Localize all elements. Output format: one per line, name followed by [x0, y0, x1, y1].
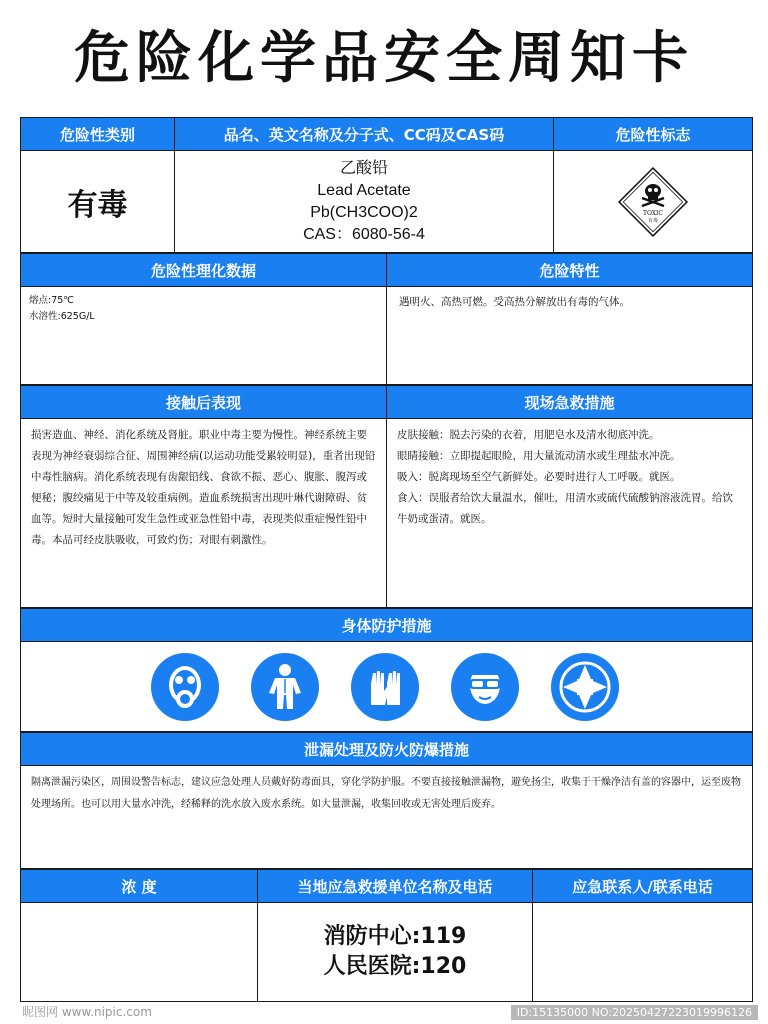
- physchem-solubility: 水溶性:625G/L: [29, 311, 95, 322]
- protection-header: 身体防护措施: [20, 608, 753, 642]
- concentration-cell: [20, 902, 258, 1002]
- protective-suit-icon: [251, 653, 319, 721]
- toxic-skull-icon: [615, 164, 691, 240]
- spill-header: 泄漏处理及防火防爆措施: [20, 732, 753, 766]
- emergency-contact-cell: [532, 902, 753, 1002]
- product-name-cn: 乙酸铅: [339, 159, 388, 177]
- hazard-properties-text: 遇明火、高热可燃。受高热分解放出有毒的气体。: [399, 296, 630, 308]
- hazard-properties-header: 危险特性: [386, 253, 753, 287]
- ventilation-icon: [551, 653, 619, 721]
- rescue-unit-header: 当地应急救援单位名称及电话: [257, 869, 533, 903]
- protection-icons-cell: [20, 641, 753, 732]
- product-info-cell: [174, 150, 554, 253]
- hospital-phone: 人民医院:120: [323, 954, 467, 979]
- first-aid-eyes: 眼睛接触：立即提起眼睑，用大量流动清水或生理盐水冲洗。: [397, 450, 681, 462]
- emergency-contact-header: 应急联系人/联系电话: [532, 869, 753, 903]
- exposure-cell: [20, 418, 387, 608]
- goggles-icon: [451, 653, 519, 721]
- product-name-en: Lead Acetate: [317, 181, 411, 199]
- hazard-class-cell: [20, 150, 175, 253]
- concentration-header: 浓 度: [20, 869, 258, 903]
- exposure-text: 损害造血、神经、消化系统及肾脏。职业中毒主要为慢性。神经系统主要表现为神经衰弱综合征、周围神经病(以运动功能受累较明显)，重者出现铅中毒性脑病。消化系统表现有齿龈铅线、食欲不振、恶心、腹胀、腹泻或便秘；腹绞痛见于中等及较重病例。造血系统损害出现叶琳代谢障碍、贫血等。短时大量接触可发生急性或亚急性铅中毒，表现类似重症慢性铅中毒。本品可经皮肤吸收，可致灼伤；对眼有刺激性。: [31, 429, 376, 546]
- physchem-header: 危险性理化数据: [20, 253, 387, 287]
- hazard-sign-cell: [553, 150, 753, 253]
- sign-text-en: TOXIC: [642, 209, 664, 217]
- spill-text: 隔离泄漏污染区，周围设警告标志，建议应急处理人员戴好防毒面具，穿化学防护服。不要直接接触泄漏物，避免扬尘，收集于干燥净洁有盖的容器中，运至废物处理场所。也可以用大量水冲洗，经稀释的洗水放入废水系统。如大量泄漏，收集回收或无害处理后废弃。: [31, 777, 741, 810]
- product-cas: CAS：6080-56-4: [303, 225, 425, 243]
- hazard-class-value: 有毒: [67, 187, 128, 223]
- page-title: 危险化学品安全周知卡: [74, 26, 694, 91]
- watermark-right: ID:15135000 NO:20250427223019996126: [511, 1005, 758, 1020]
- first-aid-header: 现场急救措施: [386, 385, 753, 419]
- gas-mask-icon: [151, 653, 219, 721]
- sign-text-cn: 有毒: [647, 217, 659, 224]
- product-name-header: 品名、英文名称及分子式、CC码及CAS码: [174, 117, 554, 151]
- hazard-sign-header: 危险性标志: [553, 117, 753, 151]
- exposure-header: 接触后表现: [20, 385, 387, 419]
- fire-center-phone: 消防中心:119: [323, 924, 467, 949]
- watermark-left: 昵图网 www.nipic.com: [22, 1005, 152, 1019]
- hazard-properties-cell: [386, 286, 753, 385]
- product-formula: Pb(CH3COO)2: [310, 203, 418, 221]
- gloves-icon: [351, 653, 419, 721]
- first-aid-ingestion: 食入：误服者给饮大量温水，催吐，用清水或硫代硫酸钠溶液洗胃。给饮牛奶或蛋清。就医。: [397, 492, 733, 525]
- rescue-unit-cell: [257, 902, 533, 1002]
- hazard-class-header: 危险性类别: [20, 117, 175, 151]
- first-aid-skin: 皮肤接触：脱去污染的衣着，用肥皂水及清水彻底冲洗。: [397, 429, 660, 441]
- physchem-cell: [20, 286, 387, 385]
- physchem-melting-point: 熔点:75℃: [29, 295, 74, 306]
- spill-cell: [20, 765, 753, 869]
- first-aid-cell: [386, 418, 753, 608]
- first-aid-inhalation: 吸入：脱离现场至空气新鲜处。必要时进行人工呼吸。就医。: [397, 471, 681, 483]
